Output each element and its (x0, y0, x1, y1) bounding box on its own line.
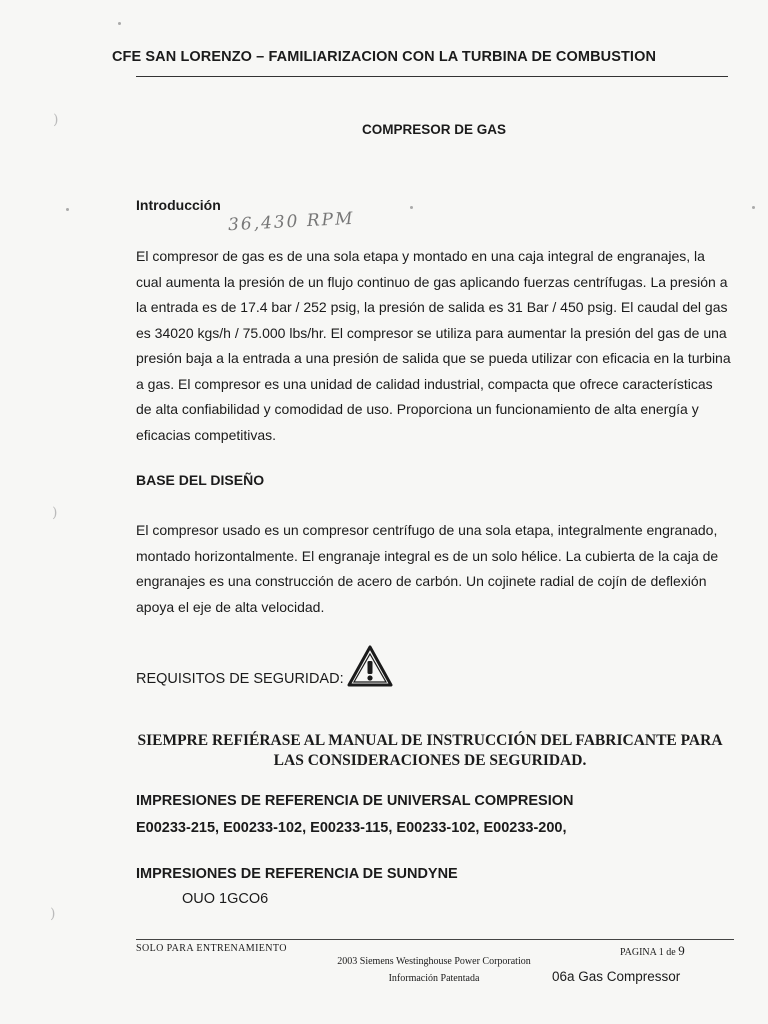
scan-speck (118, 22, 121, 25)
page-prefix: PAGINA 1 de (620, 947, 676, 958)
footer-divider (136, 939, 734, 940)
intro-line: eficacias competitivas. (136, 426, 277, 443)
footer-training-label: SOLO PARA ENTRENAMIENTO (136, 943, 287, 954)
universal-reference-codes: E00233-215, E00233-102, E00233-115, E00233-102, E00233-200, (136, 820, 567, 836)
handwritten-note: 36,430 RPM (227, 208, 355, 236)
section-title: COMPRESOR DE GAS (361, 122, 507, 137)
intro-line: de alta confiabilidad y comodidad de uso. Proporciona un funcionamiento de alta energía y (136, 401, 699, 417)
warning-triangle-icon (346, 644, 394, 688)
design-line: apoya el eje de alta velocidad. (136, 598, 325, 615)
page-header-title: CFE SAN LORENZO – FAMILIARIZACION CON LA TURBINA DE COMBUSTION (111, 49, 657, 65)
universal-reference-heading: IMPRESIONES DE REFERENCIA DE UNIVERSAL COMPRESION (136, 793, 574, 809)
intro-line: a gas. El compresor es una unidad de calidad industrial, compacta que ofrece características (136, 375, 713, 392)
design-line: El compresor usado es un compresor centrífugo de una sola etapa, integralmente engranado, (136, 522, 718, 538)
footer-document-name: 06a Gas Compressor (552, 969, 681, 984)
sundyne-reference-code: OUO 1GCO6 (182, 891, 269, 907)
scan-mark: ) (53, 112, 59, 128)
scan-mark: ) (52, 505, 58, 521)
sundyne-reference-heading: IMPRESIONES DE REFERENCIA DE SUNDYNE (136, 866, 458, 882)
scan-speck (752, 206, 755, 209)
intro-line: El compresor de gas es de una sola etapa y montado en una caja integral de engranajes, la (136, 248, 705, 264)
design-paragraph (136, 518, 736, 620)
intro-heading: Introducción (136, 197, 221, 213)
header-divider (136, 76, 728, 77)
intro-paragraph (136, 244, 736, 448)
design-heading: BASE DEL DISEÑO (136, 472, 265, 488)
safety-notice-line: LAS CONSIDERACIONES DE SEGURIDAD. (273, 752, 587, 769)
design-line: montado horizontalmente. El engranaje integral es de un solo hélice. La cubierta de la caja de (136, 547, 719, 564)
page-total: 9 (678, 943, 685, 958)
footer-copyright: 2003 Siemens Westinghouse Power Corporation (337, 956, 531, 967)
scan-speck (410, 206, 413, 209)
intro-line: la entrada es de 17.4 bar / 252 psig, la presión de salida es 31 Bar / 450 psig. El caudal del gas (136, 299, 728, 315)
scan-speck (66, 208, 69, 211)
intro-line: presión baja a la entrada a una presión de salida que se pueda utilizar con eficacia en la turbina (136, 350, 731, 366)
intro-line: es 34020 kgs/h / 75.000 lbs/hr. El compresor se utiliza para aumentar la presión del gas de una (136, 324, 727, 341)
safety-requirements-label: REQUISITOS DE SEGURIDAD: (136, 671, 344, 687)
footer-proprietary: Información Patentada (388, 973, 480, 984)
safety-notice (120, 731, 740, 771)
safety-notice-line: SIEMPRE REFIÉRASE AL MANUAL DE INSTRUCCIÓN DEL FABRICANTE PARA (137, 732, 723, 749)
design-line: engranajes es una construcción de acero de carbón. Un cojinete radial de cojín de deflexión (136, 573, 707, 589)
intro-line: cual aumenta la presión de un flujo continuo de gas aplicando fuerzas centrífugas. La presión a (136, 273, 728, 290)
scan-mark: ) (50, 906, 56, 922)
